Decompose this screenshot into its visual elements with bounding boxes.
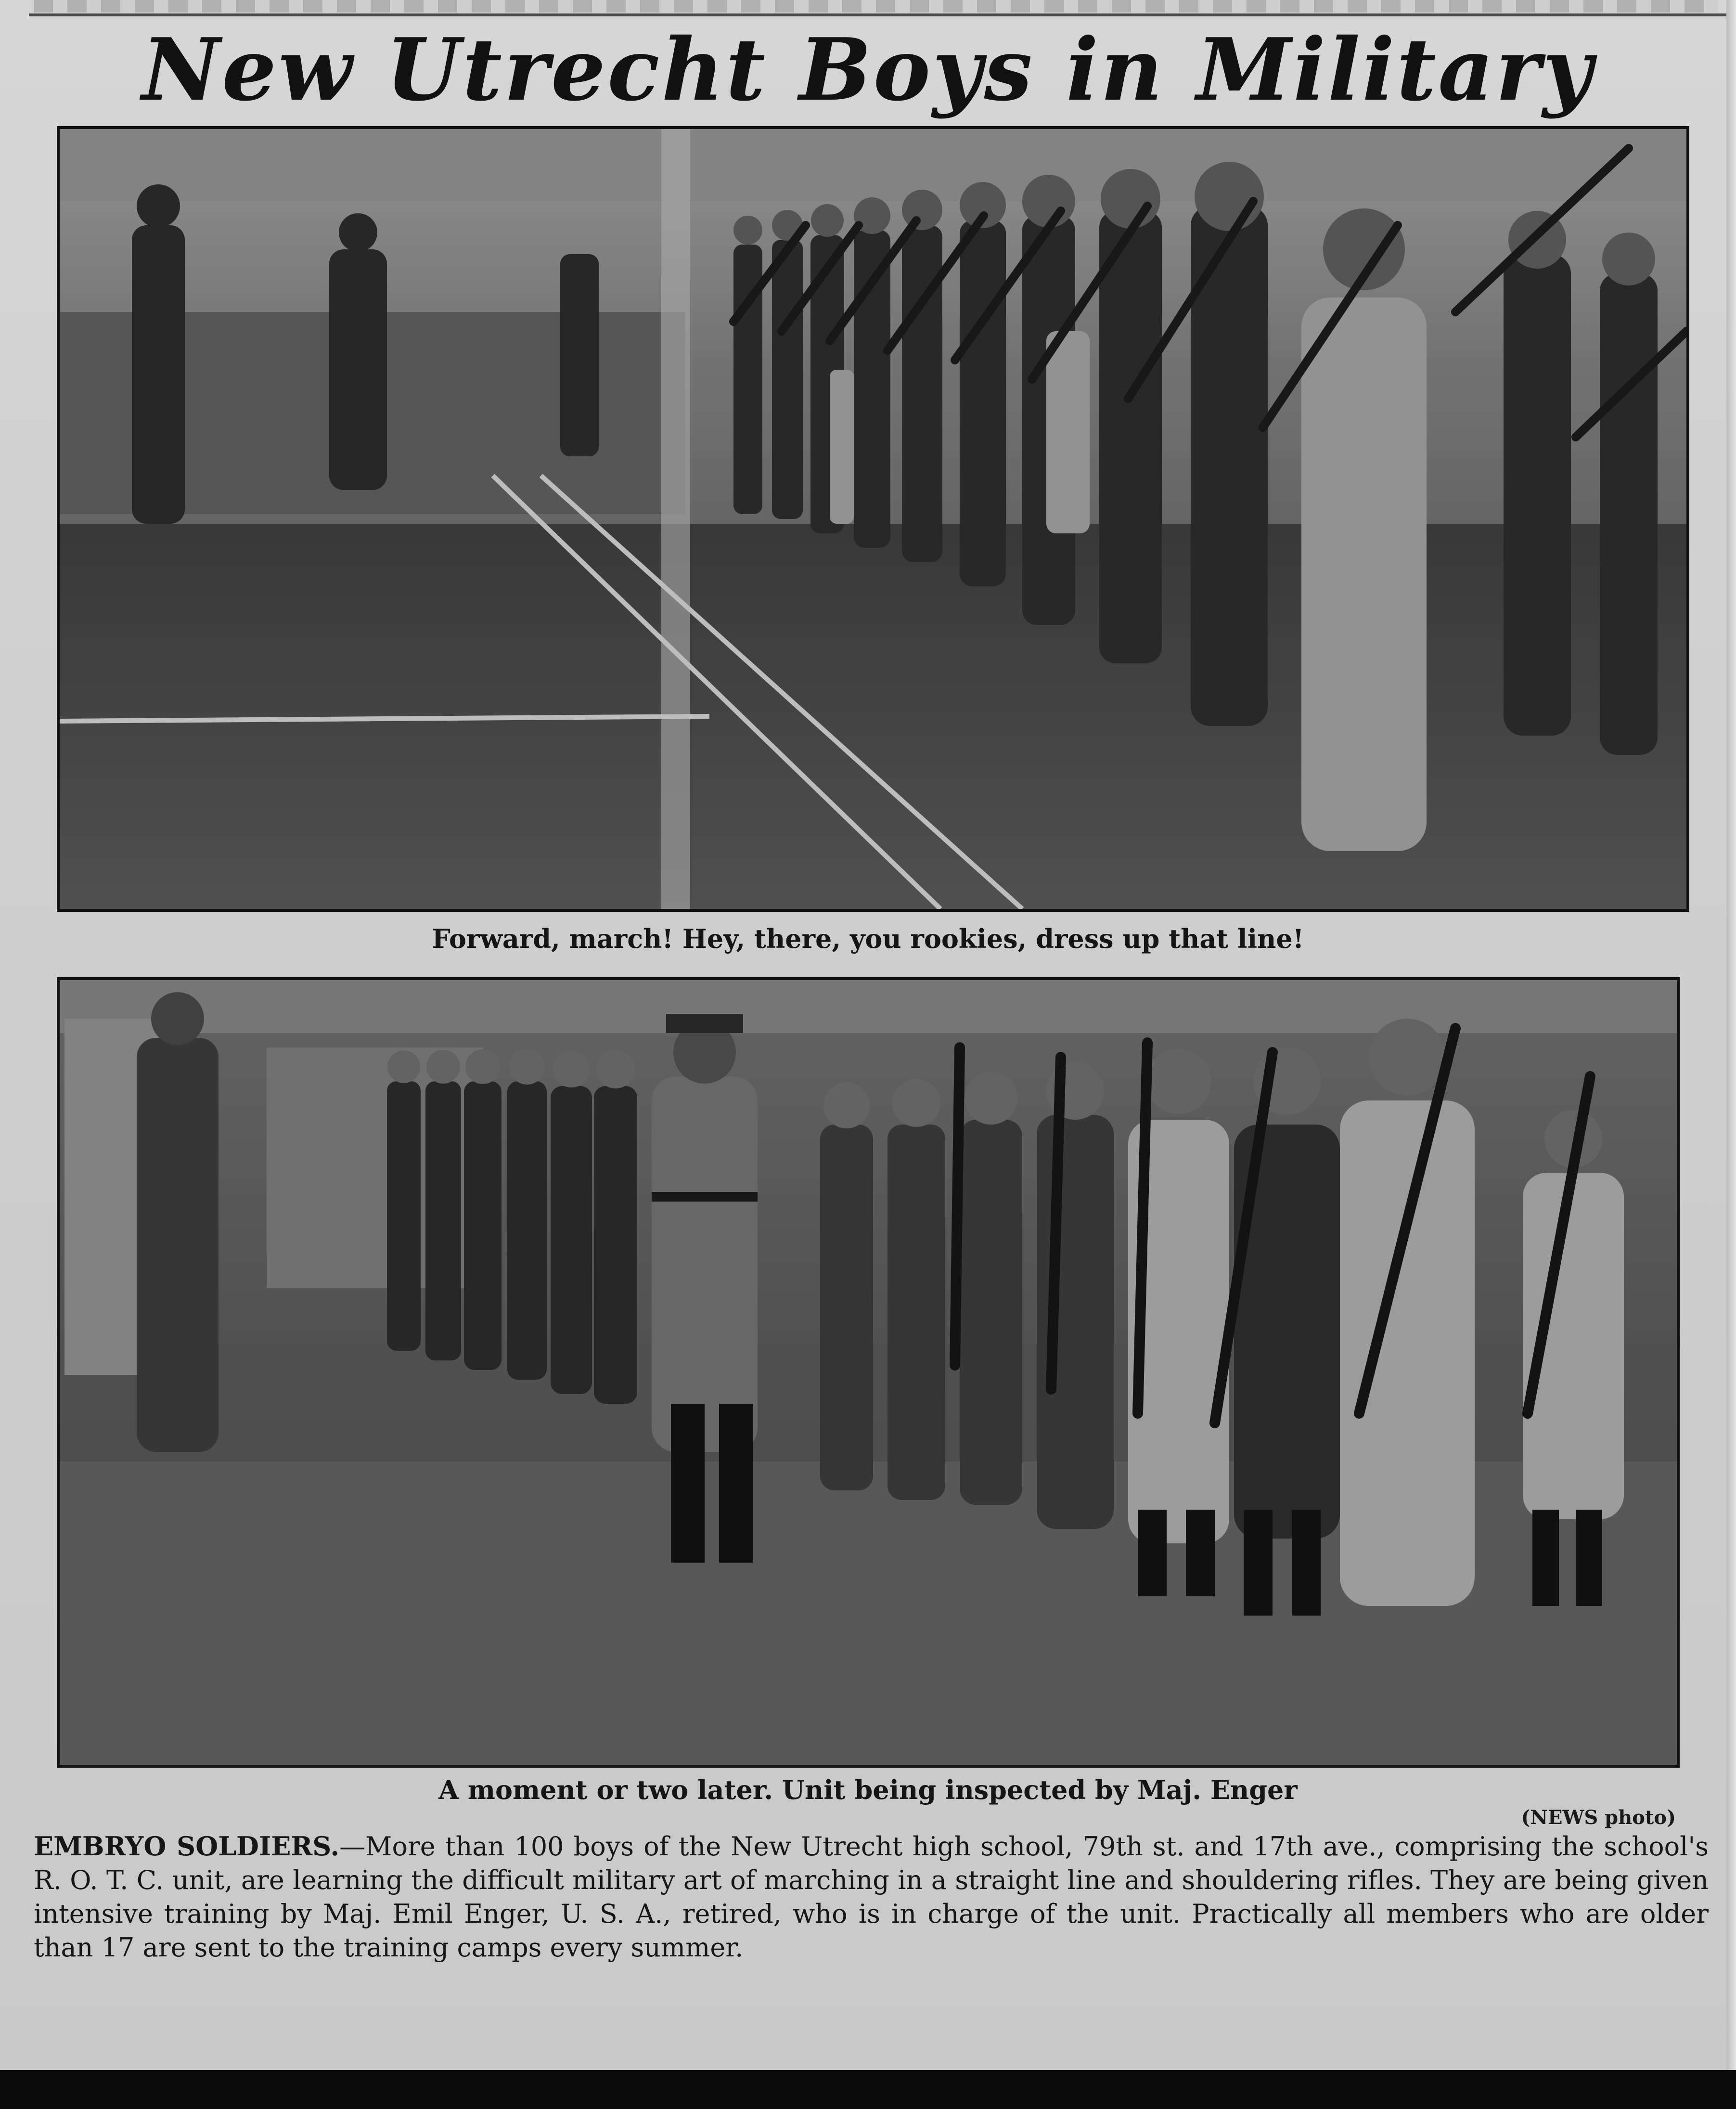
photo-caption-inspection: A moment or two later. Unit being inspected by Maj. Enger xyxy=(438,1774,1298,1805)
masthead-fragment xyxy=(34,0,1718,13)
photo-inspection-illustration xyxy=(60,980,1677,1765)
article-text: —More than 100 boys of the New Utrecht high school, 79th st. and 17th ave., comprising the school's R. O. T. C. unit, are learning the difficult military art of marching in a straight line and shouldering rifles. They are being given intensive training by Maj. Emil Enger, U. S. A., retired, who is in charge of the unit. Practically all members who are older than 17 are sent to the training camps every summer. xyxy=(34,1831,1709,1963)
scan-bottom-border xyxy=(0,2070,1736,2109)
page-edge xyxy=(1726,0,1736,2070)
photo-marching-drill xyxy=(57,126,1689,912)
photo-inspection xyxy=(57,977,1680,1768)
photo-credit: (NEWS photo) xyxy=(1521,1806,1676,1829)
article-lead: EMBRYO SOLDIERS. xyxy=(34,1831,340,1862)
photo-caption-marching: Forward, march! Hey, there, you rookies, dress up that line! xyxy=(432,923,1304,954)
article-body xyxy=(34,1829,1709,1965)
headline: New Utrecht Boys in Military xyxy=(141,19,1595,120)
top-rule-divider xyxy=(29,13,1733,16)
photo-marching-illustration xyxy=(60,129,1686,909)
